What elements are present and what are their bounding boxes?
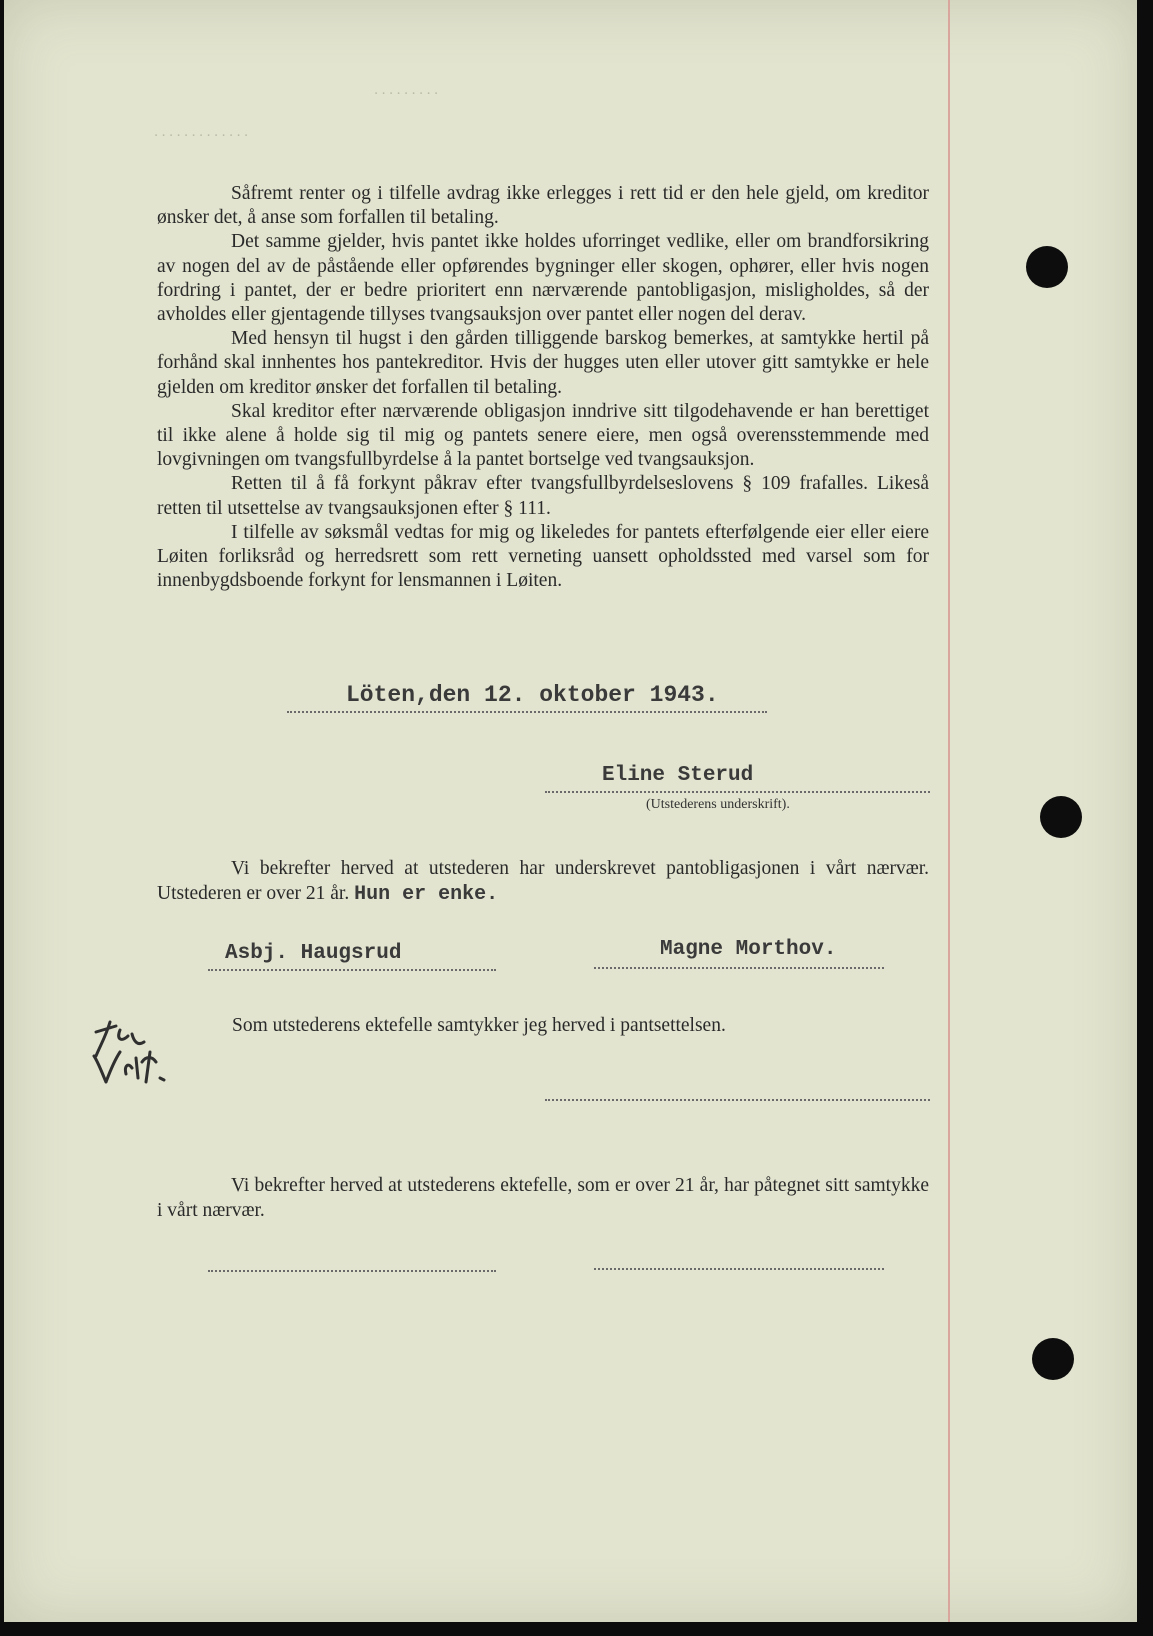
paragraph-collection: Skal kreditor efter nærværende obligasjon inndrive sitt tilgodehavende er han berettiget til ikke alene å holde sig til mig og pantets senere eiere, men også overensstemmende med lovgivningen om tvangsfullbyrdelse å la pantet bortselge ved tvangsauksjon. xyxy=(157,400,929,471)
paragraph-venue: I tilfelle av søksmål vedtas for mig og likeledes for pantets efterfølgende eier eller eiere Løiten forliksråd og herredsrett som rett verneting uansett opholdssted med varsel som for innenbygdsboende forkynt for lensmannen i Løiten. xyxy=(157,521,929,592)
spouse-consent: Som utstederens ektefelle samtykker jeg herved i pantsettelsen. xyxy=(232,1015,726,1036)
punch-hole-bottom xyxy=(1032,1338,1074,1380)
place-date: Löten,den 12. oktober 1943. xyxy=(346,682,719,708)
punch-hole-top xyxy=(1026,246,1068,288)
witness-statement xyxy=(157,857,929,907)
place-date-line xyxy=(287,711,767,713)
witness-note: Hun er enke. xyxy=(354,882,499,906)
issuer-signature-label: (Utstederens underskrift). xyxy=(646,797,790,812)
bleed-through-text: · · · · · · · · · xyxy=(374,86,438,102)
witness-1-signature: Asbj. Haugsrud xyxy=(225,942,402,965)
paragraph-interest: Såfremt renter og i tilfelle avdrag ikke erlegges i rett tid er den hele gjeld, om kreditor ønsker det, å anse som forfallen til betaling. xyxy=(157,183,929,229)
conditions-text xyxy=(157,182,929,593)
spouse-signature-line xyxy=(545,1099,930,1101)
paragraph-demand: Retten til å få forkynt påkrav efter tvangsfullbyrdelseslovens § 109 frafalles. Likeså retten til utsettelse av tvangsauksjonen efter § 111. xyxy=(157,473,929,519)
handwritten-initials xyxy=(86,1012,176,1092)
witness-statement-text: Vi bekrefter herved at utstederen har underskrevet pantobligasjonen i vårt nærvær. Utstederen er over 21 år. xyxy=(157,858,929,904)
spouse-witness-statement: Vi bekrefter herved at utstederens ektefelle, som er over 21 år, har påtegnet sitt samtykke i vårt nærvær. xyxy=(157,1175,929,1221)
witness-1-line xyxy=(208,969,496,971)
spouse-witness-2-line xyxy=(594,1268,884,1270)
paragraph-maintenance: Det samme gjelder, hvis pantet ikke holdes uforringet vedlike, eller om brandforsikring av nogen del av de påstående eller opførendes bygninger eller skogen, ophører, eller hvis nogen fordring i pantet, der er bedre prioritert enn nærværende pantobligasjon, misligholdes, så der avholdes eller gjentagende tillyses tvangsauksjon over pantet eller nogen del derav. xyxy=(157,231,929,326)
margin-rule xyxy=(948,0,950,1622)
spouse-witness-1-line xyxy=(208,1270,496,1272)
witness-2-signature: Magne Morthov. xyxy=(660,938,837,961)
witness-2-line xyxy=(594,967,884,969)
punch-hole-middle xyxy=(1040,796,1082,838)
paragraph-logging: Med hensyn til hugst i den gården tilliggende barskog bemerkes, at samtykke hertil på forhånd skal innhentes hos pantekreditor. Hvis der hugges uten eller utover gitt samtykke er hele gjelden om kreditor ønsker det forfallen til betaling. xyxy=(157,328,929,398)
issuer-signature-line xyxy=(545,791,930,793)
issuer-signature: Eline Sterud xyxy=(602,764,754,787)
bleed-through-text: · · · · · · · · · · · · · xyxy=(154,128,248,144)
